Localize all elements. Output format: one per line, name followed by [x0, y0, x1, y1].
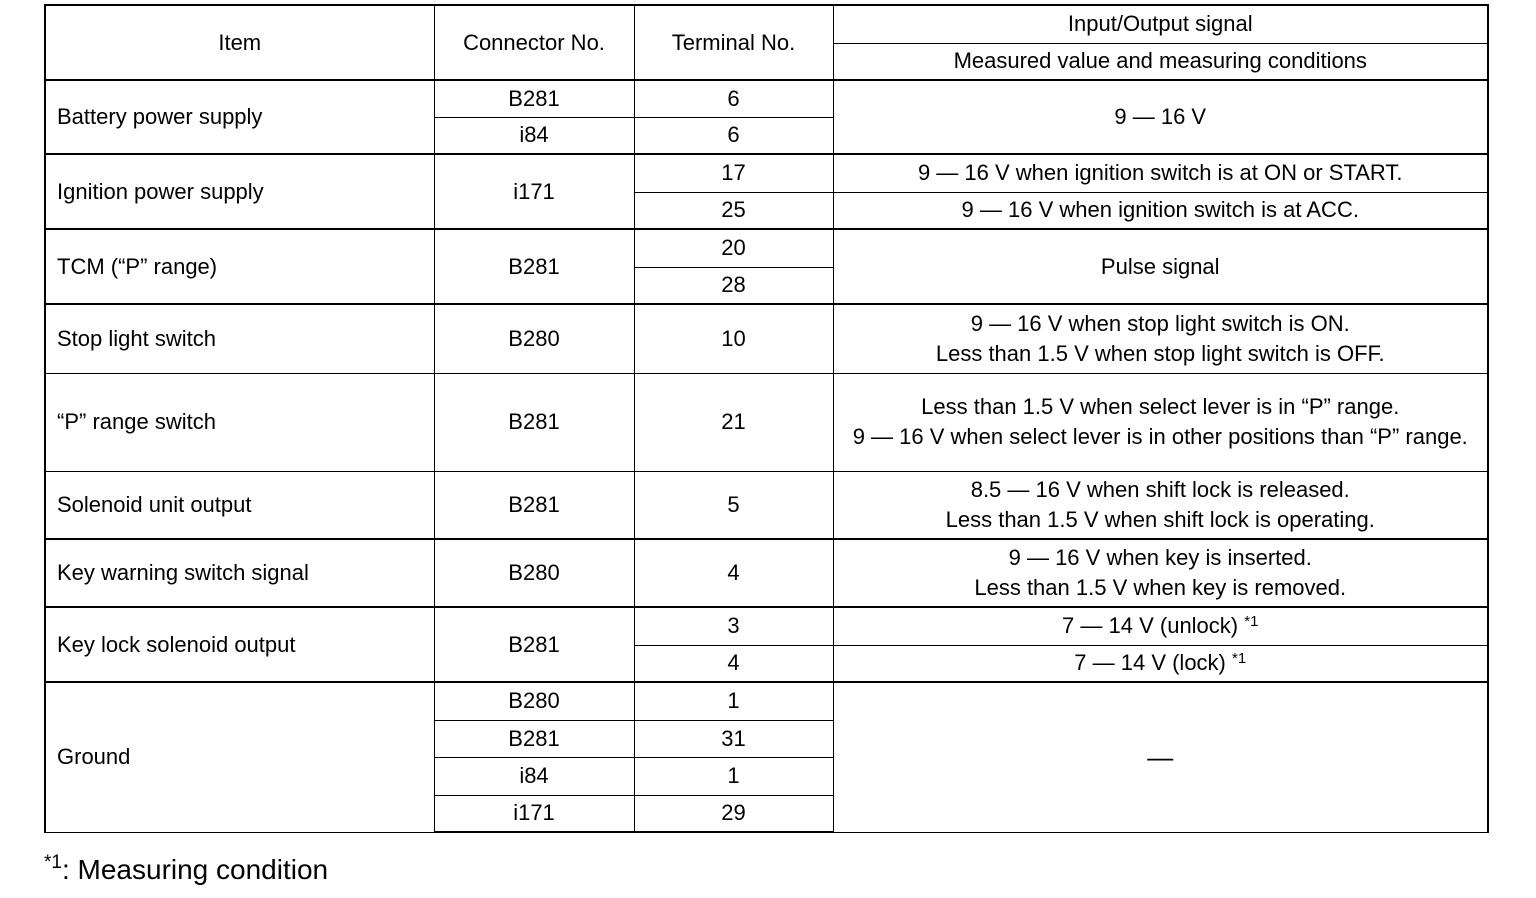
signal-cell — [833, 304, 1488, 373]
connector-cell: B281 — [434, 229, 634, 304]
table-row — [45, 471, 1488, 539]
signal-cell — [833, 645, 1488, 682]
connector-cell: B281 — [434, 607, 634, 682]
table-row — [45, 80, 1488, 117]
table-row — [45, 607, 1488, 645]
signal-line: 8.5 — 16 V when shift lock is released. — [970, 476, 1350, 502]
signal-cell: 9 — 16 V — [833, 80, 1488, 154]
connector-cell: B281 — [434, 80, 634, 117]
terminal-cell: 1 — [634, 682, 833, 720]
row-item-label: TCM (“P” range) — [45, 229, 434, 304]
header-terminal: Terminal No. — [634, 5, 833, 80]
connector-cell: i171 — [434, 795, 634, 832]
signal-cell — [833, 607, 1488, 645]
connector-cell: B280 — [434, 682, 634, 720]
row-item-label: Key lock solenoid output — [45, 607, 434, 682]
terminal-cell: 6 — [634, 117, 833, 154]
table-row — [45, 682, 1488, 720]
terminal-cell: 5 — [634, 471, 833, 539]
row-item-label: Ignition power supply — [45, 154, 434, 229]
signal-line: 9 — 16 V when key is inserted. — [1008, 545, 1312, 570]
terminal-cell: 4 — [634, 645, 833, 682]
terminal-cell: 4 — [634, 539, 833, 607]
row-item-label: Stop light switch — [45, 304, 434, 373]
signal-text: 7 — 14 V (lock) — [1074, 650, 1226, 676]
signal-cell: 9 — 16 V when ignition switch is at ACC. — [833, 192, 1488, 229]
terminal-specification-table — [44, 4, 1489, 833]
header-signal-sub: Measured value and measuring conditions — [833, 43, 1488, 80]
row-item-label: Ground — [45, 682, 434, 832]
signal-line: Less than 1.5 V when shift lock is operating. — [945, 506, 1375, 532]
terminal-cell: 21 — [634, 373, 833, 471]
header-connector: Connector No. — [434, 5, 634, 80]
table-row — [45, 229, 1488, 267]
terminal-cell: 3 — [634, 607, 833, 645]
table-row — [45, 373, 1488, 471]
row-item-label: “P” range switch — [45, 373, 434, 471]
signal-line: 9 — 16 V when select lever is in other positions than “P” range. — [852, 424, 1468, 449]
signal-cell: Pulse signal — [833, 229, 1488, 304]
terminal-cell: 6 — [634, 80, 833, 117]
row-item-label: Solenoid unit output — [45, 471, 434, 539]
footnote-marker: *1 — [1232, 650, 1247, 668]
terminal-cell: 17 — [634, 154, 833, 192]
signal-line: Less than 1.5 V when select lever is in “P” range. — [921, 394, 1400, 419]
signal-line: 9 — 16 V when stop light switch is ON. — [970, 310, 1350, 336]
header-item: Item — [45, 5, 434, 80]
terminal-cell: 10 — [634, 304, 833, 373]
connector-cell: B281 — [434, 720, 634, 757]
signal-cell — [833, 373, 1488, 471]
connector-cell: B280 — [434, 304, 634, 373]
terminal-cell: 20 — [634, 229, 833, 267]
footnote-mark: *1 — [44, 852, 62, 873]
header-row — [45, 5, 1488, 43]
table-row — [45, 154, 1488, 192]
connector-cell: i171 — [434, 154, 634, 229]
connector-cell: B281 — [434, 373, 634, 471]
connector-cell: B280 — [434, 539, 634, 607]
signal-cell: 9 — 16 V when ignition switch is at ON or START. — [833, 154, 1488, 192]
signal-text: 7 — 14 V (unlock) — [1062, 613, 1239, 639]
row-item-label: Key warning switch signal — [45, 539, 434, 607]
footnote-text: : Measuring condition — [61, 854, 329, 885]
terminal-cell: 1 — [634, 757, 833, 795]
signal-cell — [833, 471, 1488, 539]
table-row — [45, 304, 1488, 373]
signal-cell: — — [833, 682, 1488, 832]
header-signal: Input/Output signal — [833, 5, 1488, 43]
signal-cell — [833, 539, 1488, 607]
terminal-cell: 25 — [634, 192, 833, 229]
terminal-cell: 29 — [634, 795, 833, 832]
terminal-cell: 28 — [634, 267, 833, 304]
connector-cell: B281 — [434, 471, 634, 539]
footnote-marker: *1 — [1244, 613, 1259, 631]
connector-cell: i84 — [434, 757, 634, 795]
footnote — [44, 850, 328, 890]
terminal-cell: 31 — [634, 720, 833, 757]
connector-cell: i84 — [434, 117, 634, 154]
table-row — [45, 539, 1488, 607]
signal-line: Less than 1.5 V when key is removed. — [974, 575, 1347, 600]
signal-line: Less than 1.5 V when stop light switch is OFF. — [935, 340, 1385, 366]
row-item-label: Battery power supply — [45, 80, 434, 154]
